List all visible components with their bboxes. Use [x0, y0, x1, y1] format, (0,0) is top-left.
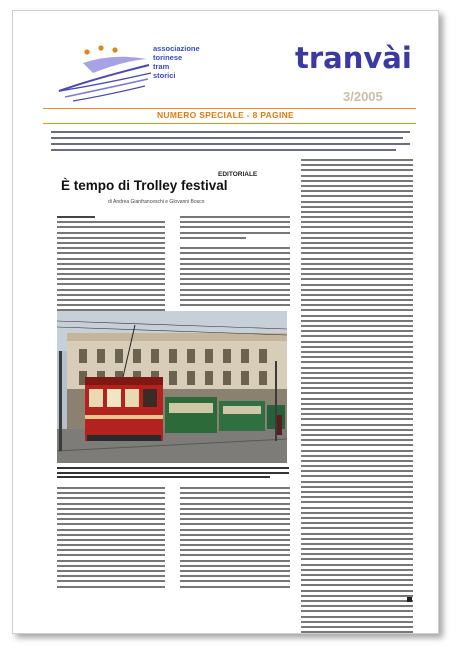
tram-wing-logo-icon [53, 39, 153, 109]
header-rule-top [43, 108, 416, 109]
body-column-2 [180, 216, 290, 309]
article-title: È tempo di Trolley festival [61, 178, 228, 193]
tram-photo [57, 311, 287, 463]
issue-number: 3/2005 [343, 89, 383, 104]
credits-block [51, 131, 410, 155]
special-issue-banner: NUMERO SPECIALE - 8 PAGINE [156, 110, 295, 120]
association-line-2: torinese [153, 53, 183, 62]
article-end-mark [407, 597, 412, 602]
photo-caption [57, 467, 289, 481]
body-column-2-lower [180, 487, 290, 591]
association-line-3: tram [153, 62, 170, 71]
association-line-4: storici [153, 71, 176, 80]
header-rule-bottom [43, 123, 416, 124]
association-line-1: associazione [153, 44, 200, 53]
association-name [153, 44, 263, 80]
article-kicker: EDITORIALE [218, 171, 258, 178]
masthead-title: tranvài [295, 41, 412, 75]
body-column-3 [301, 159, 413, 634]
body-column-1-lower [57, 487, 165, 591]
newsletter-page [12, 10, 439, 634]
article-byline: di Andrea Gianfranceschi e Giovanni Bosco [108, 199, 205, 205]
body-column-1 [57, 216, 165, 315]
